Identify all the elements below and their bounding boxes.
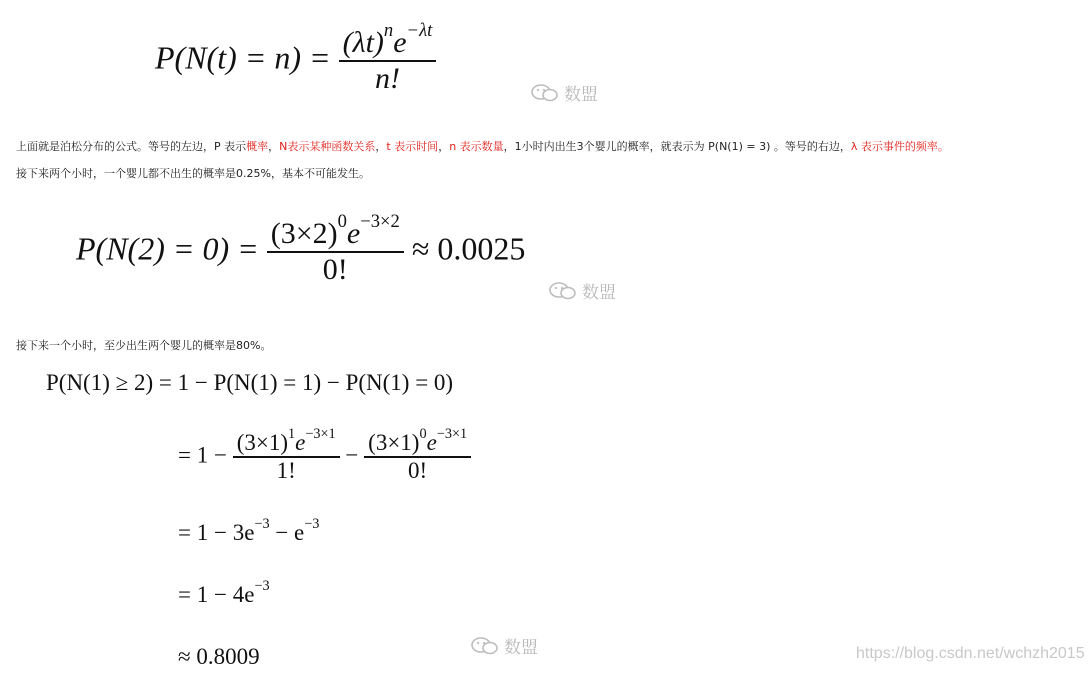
formula3-fraction2 — [364, 425, 471, 484]
formula2-num-base: (3×2) — [270, 217, 338, 250]
text-segment: ， — [375, 140, 387, 153]
formula3-line2-prefix: = 1 − — [178, 442, 227, 468]
watermark-brand-text: 数盟 — [504, 638, 538, 658]
frac1-e-exp: −3×1 — [305, 425, 336, 442]
frac1-e: e — [295, 430, 306, 455]
line3-exp1: −3 — [254, 515, 270, 532]
watermark-brand-text: 数盟 — [564, 85, 598, 105]
frac2-base: (3×1) — [368, 430, 420, 455]
poisson-formula — [155, 20, 436, 96]
formula2-num-e: e — [346, 217, 361, 250]
formula1-num-e-exp: −λt — [406, 20, 433, 42]
frac2-e: e — [426, 430, 437, 455]
watermark-brand-2 — [548, 278, 616, 303]
watermark-url: https://blog.csdn.net/wchzh2015 — [856, 645, 1085, 662]
text-segment: ，1小时内出生3个婴儿的概率，就表示为 P(N(1) = 3) 。等号的右边， — [503, 140, 851, 153]
paragraph-one-hour: 接下来一个小时，至少出生两个婴儿的概率是80%。 — [16, 339, 272, 352]
formula1-den: n! — [374, 62, 400, 95]
highlight-probability: 概率 — [246, 140, 269, 153]
highlight-function: N表示某种函数关系 — [279, 140, 376, 153]
watermark-brand-text: 数盟 — [582, 283, 616, 303]
formula3-line3 — [178, 515, 320, 546]
frac1-exp: 1 — [288, 425, 296, 442]
formula3-line2 — [178, 425, 471, 484]
line3-mid: − e — [269, 520, 305, 545]
wechat-icon — [470, 636, 500, 656]
text-segment: ， — [438, 140, 450, 153]
formula2-num-e-exp: −3×2 — [360, 211, 400, 233]
highlight-time: t 表示时间 — [386, 140, 439, 153]
paragraph-poisson-explanation — [16, 140, 949, 154]
formula1-lhs: P(N(t) = n) = — [155, 39, 331, 76]
frac1-den: 1! — [276, 458, 296, 483]
frac2-den: 0! — [408, 458, 428, 483]
formula2-num-exp: 0 — [337, 211, 347, 233]
formula1-num-exp: n — [383, 20, 394, 42]
paragraph-two-hours: 接下来两个小时，一个婴儿都不出生的概率是0.25%，基本不可能发生。 — [16, 167, 370, 180]
formula1-fraction — [339, 20, 437, 96]
formula3-line4 — [178, 577, 270, 608]
text-segment: 上面就是泊松分布的公式。等号的左边，P 表示 — [16, 140, 247, 153]
highlight-count: n 表示数量 — [449, 140, 504, 153]
formula1-num-base: (λt) — [342, 26, 384, 59]
text-segment: ， — [268, 140, 280, 153]
formula2-den: 0! — [322, 253, 348, 286]
formula-two-hours — [76, 211, 526, 287]
frac2-exp: 0 — [419, 425, 427, 442]
line3-main: = 1 − 3e — [178, 520, 255, 545]
watermark-brand-1 — [530, 80, 598, 105]
watermark-brand-3 — [470, 633, 538, 658]
formula3-line1: P(N(1) ≥ 2) = 1 − P(N(1) = 1) − P(N(1) = 0) — [46, 370, 454, 395]
frac2-e-exp: −3×1 — [436, 425, 468, 442]
highlight-frequency: λ 表示事件的频率。 — [850, 140, 949, 153]
frac1-base: (3×1) — [236, 430, 288, 455]
formula1-num-e: e — [393, 26, 407, 59]
line4-main: = 1 − 4e — [178, 582, 255, 607]
wechat-icon — [548, 281, 578, 301]
formula2-fraction — [267, 211, 404, 287]
line3-exp2: −3 — [304, 515, 320, 532]
formula3-minus: − — [345, 442, 359, 468]
formula3-fraction1 — [233, 425, 340, 484]
line4-exp: −3 — [254, 577, 270, 594]
formula3-line5: ≈ 0.8009 — [178, 644, 260, 669]
formula2-lhs: P(N(2) = 0) = — [76, 230, 259, 267]
wechat-icon — [530, 83, 560, 103]
formula2-rhs: ≈ 0.0025 — [411, 230, 526, 267]
